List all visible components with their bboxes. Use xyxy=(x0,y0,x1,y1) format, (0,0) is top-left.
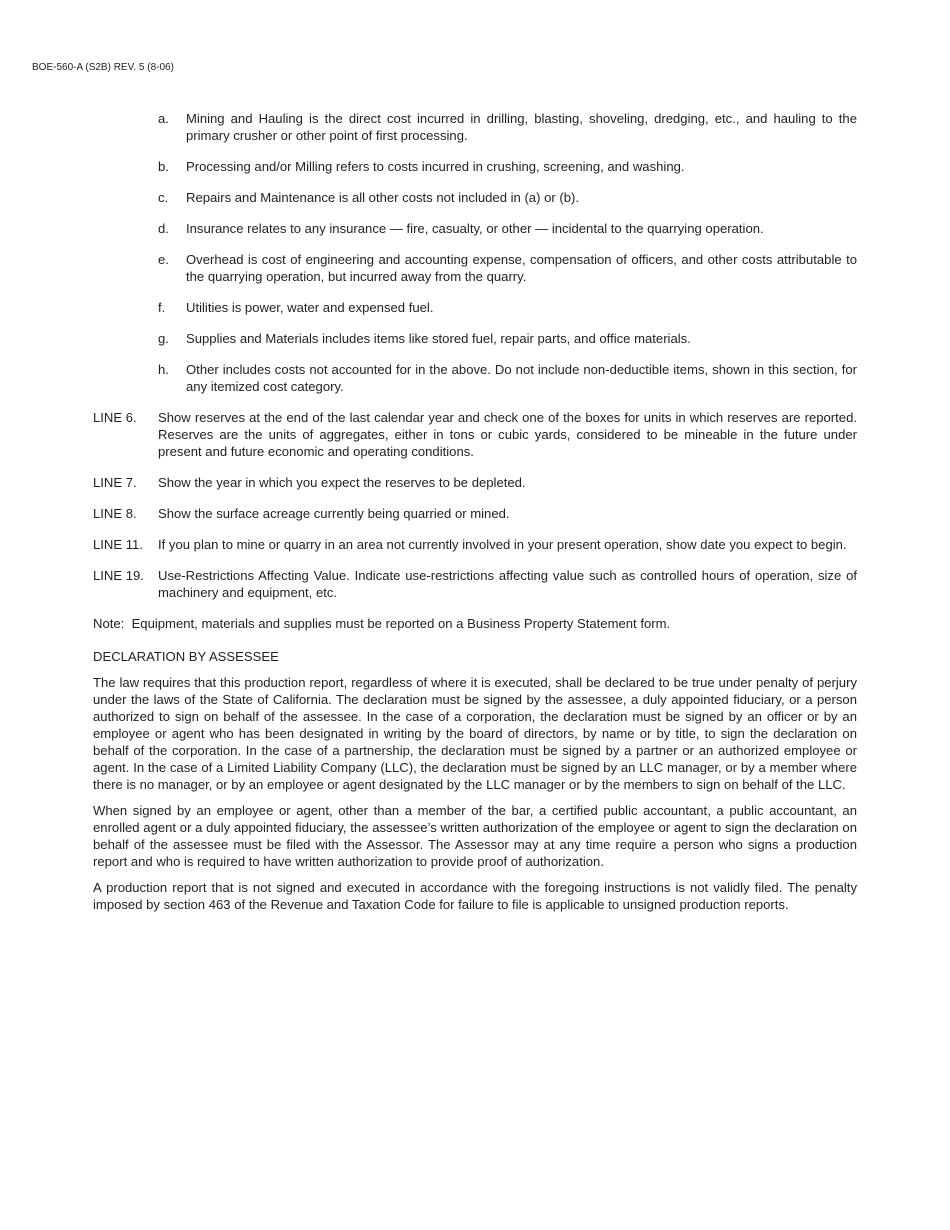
cost-category-item xyxy=(158,110,857,144)
cost-category-text: Mining and Hauling is the direct cost incurred in drilling, blasting, shoveling, dredging, etc., and hauling to the primary crusher or other point of first processing. xyxy=(186,111,857,143)
cost-category-letter: b. xyxy=(158,159,169,174)
line-instruction-7 xyxy=(93,474,857,491)
line-text: If you plan to mine or quarry in an area not currently involved in your present operation, show date you expect to begin. xyxy=(158,537,847,552)
declaration-paragraph: A production report that is not signed and executed in accordance with the foregoing instructions is not validly filed. The penalty imposed by section 463 of the Revenue and Taxation Code for failure to file is applicable to unsigned production reports. xyxy=(93,880,857,912)
declaration-heading: DECLARATION BY ASSESSEE xyxy=(93,649,279,664)
line-label: LINE 7. xyxy=(93,475,137,490)
form-code: BOE-560-A (S2B) REV. 5 (8-06) xyxy=(32,62,174,73)
line-instruction-6 xyxy=(93,409,857,460)
cost-category-text: Insurance relates to any insurance — fire, casualty, or other — incidental to the quarrying operation. xyxy=(186,221,764,236)
cost-category-letter: h. xyxy=(158,362,169,377)
cost-category-item xyxy=(158,299,857,316)
line-text: Show the year in which you expect the reserves to be depleted. xyxy=(158,475,526,490)
cost-category-item xyxy=(158,189,857,206)
cost-category-item xyxy=(158,330,857,347)
line-label: LINE 6. xyxy=(93,410,137,425)
line-label: LINE 11. xyxy=(93,537,143,552)
instructions-body xyxy=(93,110,857,922)
cost-category-text: Overhead is cost of engineering and accounting expense, compensation of officers, and other costs attributable to the quarrying operation, but incurred away from the quarry. xyxy=(186,252,857,284)
declaration-paragraph: When signed by an employee or agent, other than a member of the bar, a certified public accountant, a public accountant, an enrolled agent or a duly appointed fiduciary, the assessee’s written authorization of the employee or agent to sign the declaration on behalf of the assessee must be filed with the Assessor. The Assessor may at any time require a person who signs a production report and who is required to have written authorization to provide proof of authorization. xyxy=(93,803,857,869)
cost-category-letter: e. xyxy=(158,252,169,267)
cost-category-letter: c. xyxy=(158,190,169,205)
cost-category-text: Supplies and Materials includes items like stored fuel, repair parts, and office materials. xyxy=(186,331,691,346)
declaration-paragraph: The law requires that this production report, regardless of where it is executed, shall be declared to be true under penalty of perjury under the laws of the State of California. The declaration must be signed by the assessee, a duly appointed fiduciary, or a person authorized to sign on behalf of the assessee. In the case of a corporation, the declaration must be signed by an officer or by an employee or agent who has been designated in writing by the board of directors, by name or by title, to sign the declaration on behalf of the corporation. In the case of a partnership, the declaration must be signed by a partner or an authorized employee or agent. In the case of a Limited Liability Company (LLC), the declaration must be signed by an LLC manager, or by a member where there is no manager, or by an employee or agent designated by the LLC manager or by the members to sign on behalf of the LLC. xyxy=(93,675,857,792)
line-text: Show reserves at the end of the last calendar year and check one of the boxes for units in which reserves are reported. Reserves are the units of aggregates, either in tons or cubic yards, considered to be mineable in the future under present and future economic and operating conditions. xyxy=(158,410,857,459)
cost-category-item xyxy=(158,251,857,285)
cost-category-item xyxy=(158,158,857,175)
cost-category-item xyxy=(158,361,857,395)
line-instruction-11 xyxy=(93,536,857,553)
cost-category-text: Utilities is power, water and expensed fuel. xyxy=(186,300,434,315)
line-instruction-19 xyxy=(93,567,857,601)
cost-category-letter: f. xyxy=(158,300,166,315)
line-instruction-8 xyxy=(93,505,857,522)
cost-category-letter: a. xyxy=(158,111,169,126)
cost-category-list xyxy=(93,110,857,395)
line-label: LINE 8. xyxy=(93,506,137,521)
line-text: Use-Restrictions Affecting Value. Indicate use-restrictions affecting value such as controlled hours of operation, size of machinery and equipment, etc. xyxy=(158,568,857,600)
line-label: LINE 19. xyxy=(93,568,144,583)
cost-category-letter: g. xyxy=(158,331,169,346)
cost-category-text: Other includes costs not accounted for in the above. Do not include non-deductible items, shown in this section, for any itemized cost category. xyxy=(186,362,857,394)
cost-category-item xyxy=(158,220,857,237)
cost-category-letter: d. xyxy=(158,221,169,236)
cost-category-text: Processing and/or Milling refers to costs incurred in crushing, screening, and washing. xyxy=(186,159,685,174)
cost-category-text: Repairs and Maintenance is all other costs not included in (a) or (b). xyxy=(186,190,580,205)
line-text: Show the surface acreage currently being quarried or mined. xyxy=(158,506,510,521)
equipment-note: Note: Equipment, materials and supplies must be reported on a Business Property Statement form. xyxy=(93,616,671,631)
